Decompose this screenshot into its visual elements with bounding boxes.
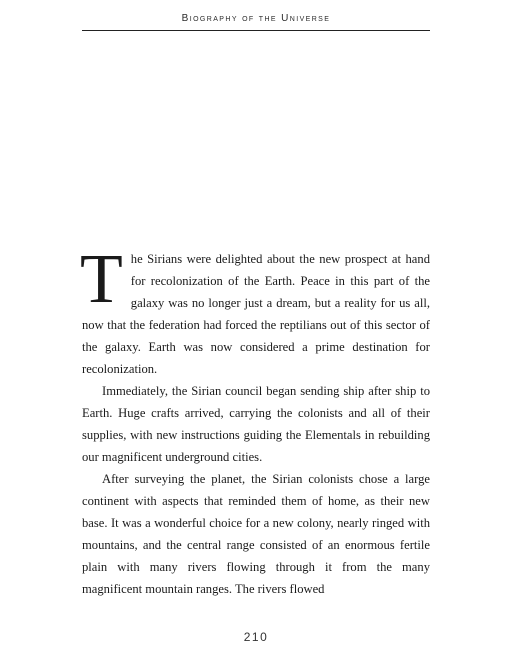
paragraph-1	[80, 241, 430, 380]
chapter-body	[80, 241, 430, 600]
paragraph-1-text: he Sirians were delighted about the new prospect at hand for recolonization of the Earth. Peace in this part of the galaxy was no longer just a dream, but a reality for us all, now that the federation had forced the reptilians out of this sector of the galaxy. Earth was now considered a prime destination for recolonization.	[82, 252, 430, 376]
paragraph-2: Immediately, the Sirian council began sending ship after ship to Earth. Huge crafts arrived, carrying the colonists and all of their supplies, with new instructions guiding the Elementals in rebuilding our magnificent underground cities.	[82, 384, 430, 464]
header-rule	[82, 30, 430, 31]
drop-cap: T	[80, 241, 123, 318]
page-number: 210	[243, 630, 269, 644]
paragraph-3: After surveying the planet, the Sirian colonists chose a large continent with aspects that reminded them of home, as their new base. It was a wonderful choice for a new colony, nearly ringed with mountains, and the central range consisted of an enormous fertile plain with many rivers flowing through it from the many magnificent mountain ranges. The rivers flowed	[82, 472, 430, 596]
running-head: Biography of the Universe	[181, 13, 331, 24]
